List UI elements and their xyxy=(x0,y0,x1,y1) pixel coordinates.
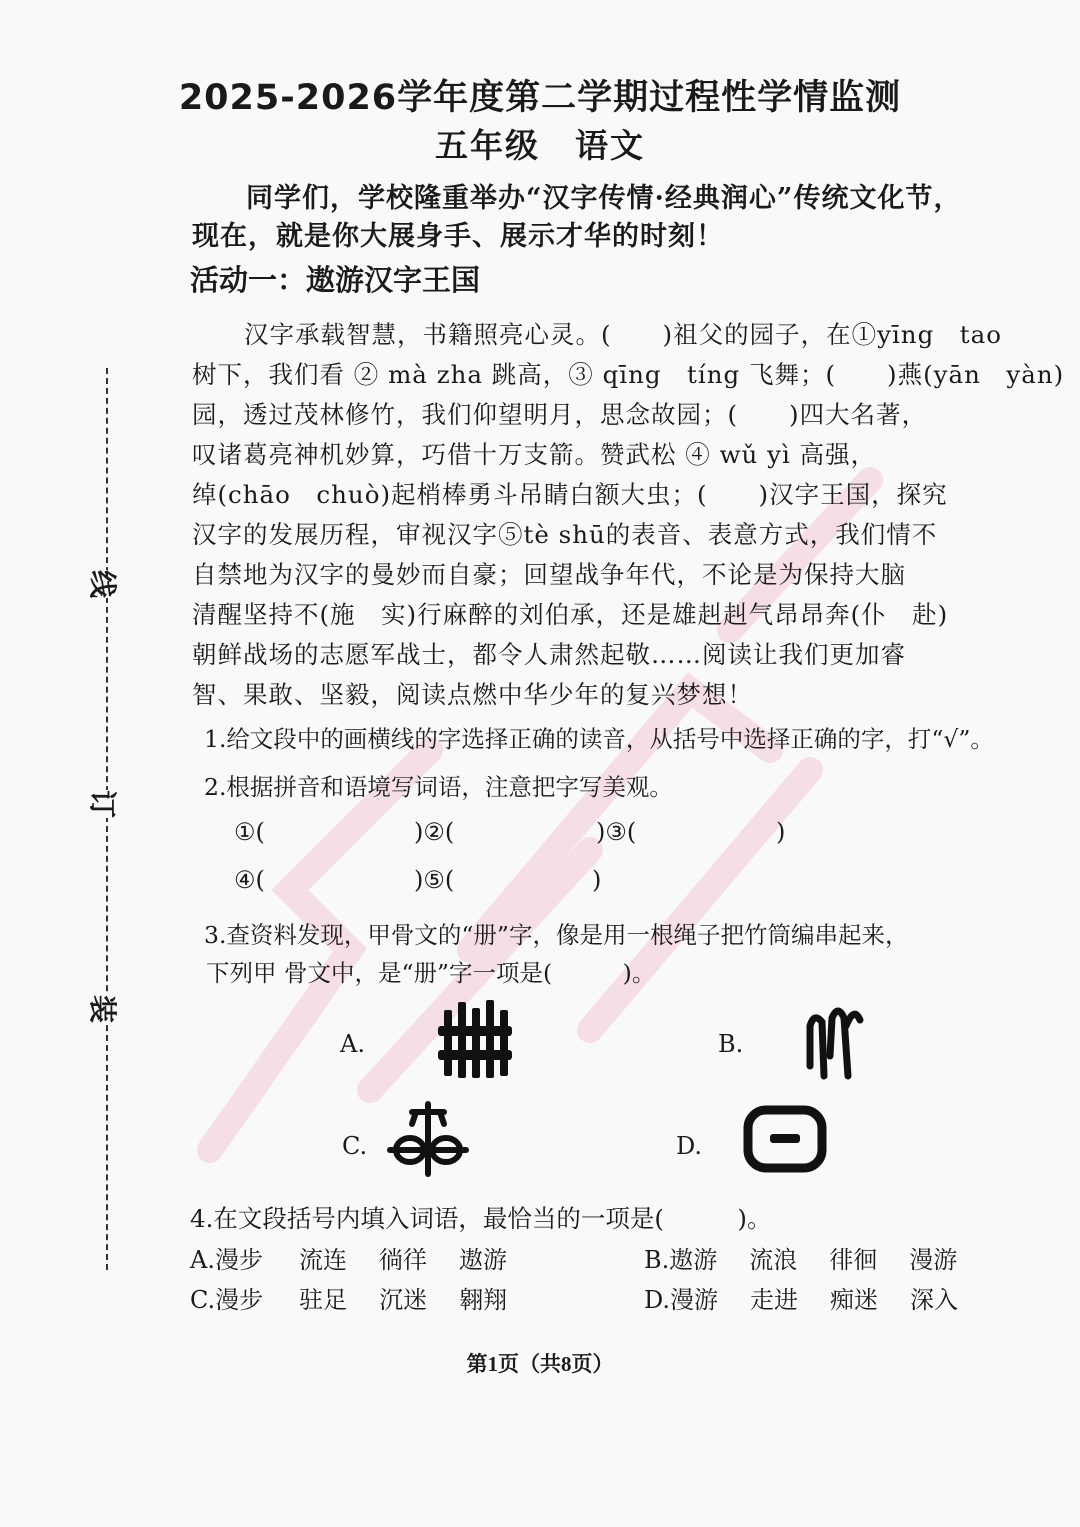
passage-line-3: 园，透过茂林修竹，我们仰望明月，思念故园；( )四大名著， xyxy=(192,400,928,429)
blank-3-close: ) xyxy=(776,818,786,846)
blank-5-close: ) xyxy=(592,866,602,894)
binding-char-xian: 线 xyxy=(80,570,128,598)
q4-a-word-3: 徜徉 xyxy=(378,1246,427,1274)
binding-line xyxy=(106,368,108,1270)
binding-char-ding: 订 xyxy=(80,790,128,818)
blank-4-open[interactable]: ④( xyxy=(234,866,265,894)
question-4: 4.在文段括号内填入词语，最恰当的一项是( )。 xyxy=(190,1204,772,1233)
intro-line-2: 现在，就是你大展身手、展示才华的时刻！ xyxy=(192,221,724,252)
q4-a-word-1: A.漫步 xyxy=(190,1246,263,1274)
passage-line-7: 自禁地为汉字的曼妙而自豪；回望战争年代，不论是为保持大脑 xyxy=(192,560,906,589)
q4-d-word-3: 痴迷 xyxy=(830,1286,879,1314)
oracle-glyph-b xyxy=(800,996,866,1086)
q4-d-word-4: 深入 xyxy=(910,1286,959,1314)
q4-b-word-1: B.遨游 xyxy=(644,1246,718,1274)
binding-char-zhuang: 装 xyxy=(80,995,128,1023)
option-d-label[interactable]: D. xyxy=(676,1132,703,1160)
passage-line-10: 智、果敢、坚毅，阅读点燃中华少年的复兴梦想！ xyxy=(192,680,753,709)
passage-line-4: 叹诸葛亮神机妙算，巧借十万支箭。赞武松 ④ wǔ yì 高强， xyxy=(192,440,877,469)
q4-option-a[interactable] xyxy=(190,1240,507,1275)
question-2: 2.根据拼音和语境写词语，注意把字写美观。 xyxy=(204,773,673,801)
q4-option-b[interactable] xyxy=(644,1240,957,1275)
question-3-line-1: 3.查资料发现，甲骨文的“册”字，像是用一根绳子把竹筒编串起来， xyxy=(204,921,909,949)
passage-line-2: 树下，我们看 ② mà zha 跳高，③ qīng tíng 飞舞；( )燕(yān yàn) xyxy=(192,360,1065,389)
section-heading: 活动一：遨游汉字王国 xyxy=(190,263,481,297)
passage-line-6: 汉字的发展历程，审视汉字⑤tè shū的表音、表意方式，我们情不 xyxy=(192,520,938,549)
q4-option-d[interactable] xyxy=(644,1280,958,1315)
passage-line-9: 朝鲜战场的志愿军战士，都令人肃然起敬……阅读让我们更加睿 xyxy=(192,640,906,669)
blank-3-open[interactable]: )③( xyxy=(596,818,637,846)
page-footer: 第1页（共8页） xyxy=(466,1352,614,1376)
blank-1-open[interactable]: ①( xyxy=(234,818,265,846)
passage-line-8: 清醒坚持不(施 实)行麻醉的刘伯承，还是雄赳赳气昂昂奔(仆 赴) xyxy=(192,600,949,629)
q4-d-word-2: 走进 xyxy=(750,1286,799,1314)
oracle-glyph-a xyxy=(436,996,516,1086)
exam-subtitle: 五年级 语文 xyxy=(435,126,645,165)
oracle-glyph-d xyxy=(740,1102,830,1176)
q4-b-word-3: 徘徊 xyxy=(829,1246,878,1274)
question-3-line-2: 下列甲 骨文中，是“册”字一项是( )。 xyxy=(206,959,656,987)
passage-line-1: 汉字承载智慧，书籍照亮心灵。( )祖父的园子，在①yīng tao xyxy=(244,320,1002,349)
exam-title: 2025-2026学年度第二学期过程性学情监测 xyxy=(178,78,902,118)
q4-b-word-2: 流浪 xyxy=(749,1246,798,1274)
question-1: 1.给文段中的画横线的字选择正确的读音，从括号中选择正确的字，打“√”。 xyxy=(204,725,994,753)
intro-line-1: 同学们，学校隆重举办“汉字传情·经典润心”传统文化节， xyxy=(246,183,962,214)
q4-c-word-1: C.漫步 xyxy=(190,1286,264,1314)
oracle-glyph-c xyxy=(386,1098,470,1178)
passage-line-5: 绰(chāo chuò)起梢棒勇斗吊睛白额大虫；( )汉字王国，探究 xyxy=(192,480,948,509)
option-c-label[interactable]: C. xyxy=(342,1132,368,1160)
option-a-label[interactable]: A. xyxy=(340,1030,365,1058)
blank-5-open[interactable]: )⑤( xyxy=(414,866,455,894)
blank-2-open[interactable]: )②( xyxy=(414,818,455,846)
q4-c-word-2: 驻足 xyxy=(299,1286,348,1314)
q4-c-word-4: 翱翔 xyxy=(459,1286,508,1314)
q4-d-word-1: D.漫游 xyxy=(644,1286,719,1314)
q4-option-c[interactable] xyxy=(190,1280,507,1315)
q4-c-word-3: 沉迷 xyxy=(379,1286,428,1314)
q4-b-word-4: 漫游 xyxy=(909,1246,958,1274)
q4-a-word-4: 遨游 xyxy=(458,1246,507,1274)
q4-a-word-2: 流连 xyxy=(298,1246,347,1274)
option-b-label[interactable]: B. xyxy=(718,1030,744,1058)
